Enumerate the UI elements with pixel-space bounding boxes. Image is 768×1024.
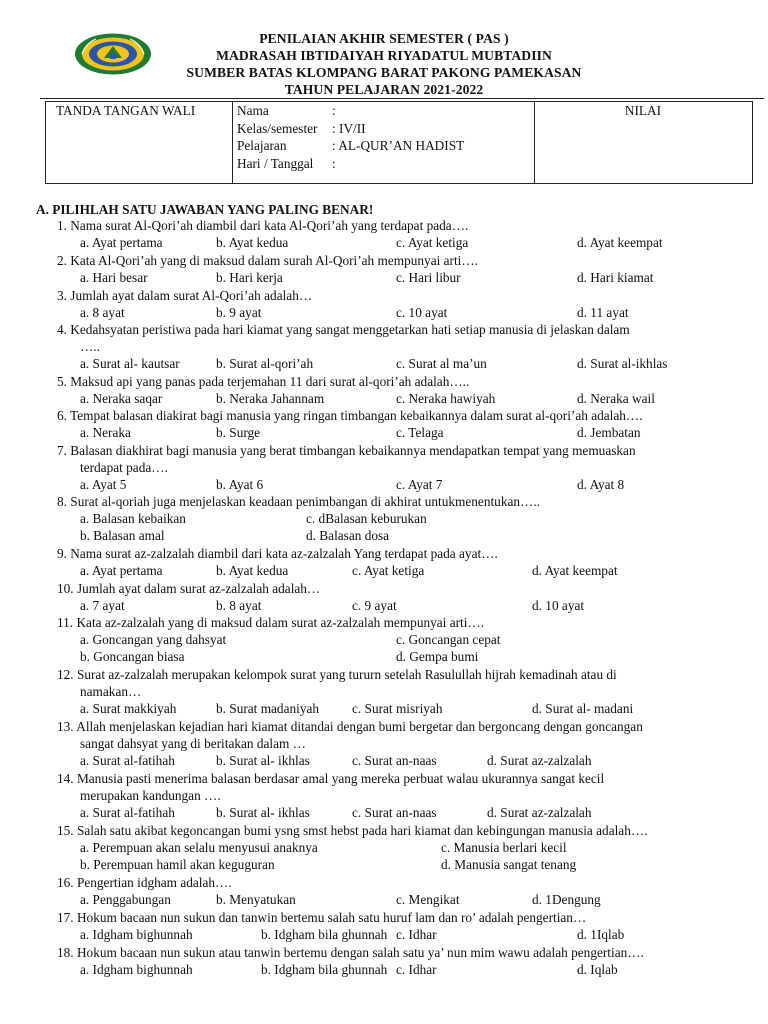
- answer-option: b. Ayat kedua: [216, 235, 289, 250]
- answer-option: a. Hari besar: [80, 270, 148, 285]
- answer-option: a. 7 ayat: [80, 598, 125, 613]
- question-stem: 18. Hokum bacaan nun sukun atau tanwin bertemu dengan salah satu ya’ nun mim wawu adalah pengertian….: [57, 945, 644, 960]
- answer-option: c. Manusia berlari kecil: [441, 840, 567, 855]
- field-label: Nama: [237, 103, 269, 118]
- question-stem: 3. Jumlah ayat dalam surat Al-Qori’ah adalah…: [57, 288, 313, 303]
- answer-option: c. Mengikat: [396, 892, 460, 907]
- answer-option: d. Gempa bumi: [396, 649, 479, 664]
- answer-option: b. Menyatukan: [216, 892, 296, 907]
- answer-option: a. Surat makkiyah: [80, 701, 177, 716]
- question-stem-continued: merupakan kandungan ….: [80, 788, 221, 803]
- answer-option: b. Idgham bila ghunnah: [261, 962, 388, 977]
- question-stem: 4. Kedahsyatan peristiwa pada hari kiamat yang sangat menggetarkan hati setiap manusia di jelaskan dalam: [57, 322, 630, 337]
- answer-option: b. Goncangan biasa: [80, 649, 185, 664]
- answer-option: b. Balasan amal: [80, 528, 165, 543]
- exam-title: PENILAIAN AKHIR SEMESTER ( PAS ): [259, 31, 509, 46]
- field-value: :: [332, 103, 336, 118]
- answer-option: c. Surat an-naas: [352, 753, 437, 768]
- header-divider: [40, 98, 764, 99]
- answer-option: b. Neraka Jahannam: [216, 391, 325, 406]
- answer-option: b. Hari kerja: [216, 270, 283, 285]
- answer-option: a. Ayat pertama: [80, 563, 163, 578]
- answer-option: a. Neraka saqar: [80, 391, 163, 406]
- answer-option: c. Neraka hawiyah: [396, 391, 496, 406]
- question-stem: 8. Surat al-qoriah juga menjelaskan keadaan penimbangan di akhirat untukmenentukan…..: [57, 494, 540, 509]
- answer-option: b. Surat al- ikhlas: [216, 753, 310, 768]
- answer-option: d. Iqlab: [577, 962, 618, 977]
- answer-option: d. 1Dengung: [532, 892, 601, 907]
- section-a-title: A. PILIHLAH SATU JAWABAN YANG PALING BENAR!: [36, 202, 374, 217]
- field-label: Pelajaran: [237, 138, 287, 153]
- question-stem: 15. Salah satu akibat kegoncangan bumi ysng smst hebst pada hari kiamat dan kebingungan manusia adalah….: [57, 823, 648, 838]
- answer-option: c. Ayat ketiga: [352, 563, 425, 578]
- school-name: MADRASAH IBTIDAIYAH RIYADATUL MUBTADIIN: [216, 48, 552, 63]
- answer-option: a. Balasan kebaikan: [80, 511, 186, 526]
- answer-option: c. 9 ayat: [352, 598, 397, 613]
- question-stem: 14. Manusia pasti menerima balasan berdasar amal yang mereka perbuat walau ukurannya sangat kecil: [57, 771, 605, 786]
- field-value: : AL-QUR’AN HADIST: [332, 138, 465, 153]
- signature-label: TANDA TANGAN WALI: [56, 103, 196, 118]
- answer-option: b. Idgham bila ghunnah: [261, 927, 388, 942]
- answer-option: b. Ayat kedua: [216, 563, 289, 578]
- answer-option: d. Surat az-zalzalah: [487, 753, 592, 768]
- answer-option: d. 10 ayat: [532, 598, 585, 613]
- answer-option: b. Ayat 6: [216, 477, 264, 492]
- question-stem: 10. Jumlah ayat dalam surat az-zalzalah adalah…: [57, 581, 321, 596]
- answer-option: a. Idgham bighunnah: [80, 962, 193, 977]
- question-stem-continued: namakan…: [80, 684, 142, 699]
- field-label: Hari / Tanggal: [237, 156, 314, 171]
- answer-option: b. 9 ayat: [216, 305, 262, 320]
- answer-option: a. 8 ayat: [80, 305, 125, 320]
- field-value: : IV/II: [332, 121, 366, 136]
- answer-option: d. Hari kiamat: [577, 270, 654, 285]
- answer-option: c. Idhar: [396, 927, 437, 942]
- answer-option: d. 11 ayat: [577, 305, 629, 320]
- field-label: Kelas/semester: [237, 121, 318, 136]
- question-stem: 13. Allah menjelaskan kejadian hari kiamat ditandai dengan bumi bergetar dan bergoncang dengan goncangan: [57, 719, 643, 734]
- answer-option: a. Idgham bighunnah: [80, 927, 193, 942]
- answer-option: a. Ayat 5: [80, 477, 127, 492]
- answer-option: c. Goncangan cepat: [396, 632, 501, 647]
- answer-option: d. Jembatan: [577, 425, 641, 440]
- field-value: :: [332, 156, 336, 171]
- question-stem-continued: …..: [80, 339, 100, 354]
- question-stem: 16. Pengertian idgham adalah….: [57, 875, 232, 890]
- question-stem: 7. Balasan diakhirat bagi manusia yang berat timbangan kebaikannya mendapatkan tempat yang memuaskan: [57, 443, 636, 458]
- answer-option: b. Surat al-qori’ah: [216, 356, 314, 371]
- answer-option: c. Ayat 7: [396, 477, 443, 492]
- question-stem: 2. Kata Al-Qori’ah yang di maksud dalam surah Al-Qori’ah mempunyai arti….: [57, 253, 478, 268]
- answer-option: a. Perempuan akan selalu menyusui anaknya: [80, 840, 318, 855]
- answer-option: d. Manusia sangat tenang: [441, 857, 577, 872]
- school-address: SUMBER BATAS KLOMPANG BARAT PAKONG PAMEKASAN: [186, 65, 582, 80]
- question-stem: 5. Maksud api yang panas pada terjemahan 11 dari surat al-qori’ah adalah…..: [57, 374, 470, 389]
- academic-year: TAHUN PELAJARAN 2021-2022: [284, 82, 484, 97]
- answer-option: d. 1Iqlab: [577, 927, 625, 942]
- student-identity-table: [45, 101, 753, 184]
- answer-option: d. Surat al-ikhlas: [577, 356, 668, 371]
- answer-option: c. Surat an-naas: [352, 805, 437, 820]
- answer-option: a. Surat al- kautsar: [80, 356, 180, 371]
- answer-option: d. Ayat keempat: [577, 235, 663, 250]
- signature-cell: [46, 102, 233, 183]
- question-stem: 1. Nama surat Al-Qori’ah diambil dari kata Al-Qori’ah yang terdapat pada….: [57, 218, 469, 233]
- question-stem: 12. Surat az-zalzalah merupakan kelompok surat yang tururn setelah Rasulullah hijrah kemadinah atau di: [57, 667, 617, 682]
- question-stem: 6. Tempat balasan diakirat bagi manusia yang ringan timbangan kebaikannya dalam surat al-qori’ah adalah….: [57, 408, 643, 423]
- answer-option: c. Surat misriyah: [352, 701, 443, 716]
- answer-option: a. Surat al-fatihah: [80, 805, 175, 820]
- answer-option: a. Goncangan yang dahsyat: [80, 632, 227, 647]
- answer-option: c. Telaga: [396, 425, 444, 440]
- answer-option: c. dBalasan keburukan: [306, 511, 427, 526]
- answer-option: d. Balasan dosa: [306, 528, 390, 543]
- answer-option: c. Hari libur: [396, 270, 461, 285]
- answer-option: b. Surat al- ikhlas: [216, 805, 310, 820]
- answer-option: d. Ayat keempat: [532, 563, 618, 578]
- answer-option: b. Perempuan hamil akan keguguran: [80, 857, 275, 872]
- answer-option: d. Ayat 8: [577, 477, 625, 492]
- answer-option: d. Neraka wail: [577, 391, 655, 406]
- document-header: [0, 30, 768, 98]
- answer-option: b. 8 ayat: [216, 598, 262, 613]
- answer-option: a. Surat al-fatihah: [80, 753, 175, 768]
- answer-option: a. Ayat pertama: [80, 235, 163, 250]
- answer-option: d. Surat al- madani: [532, 701, 634, 716]
- score-cell: [534, 102, 752, 183]
- answer-option: c. 10 ayat: [396, 305, 448, 320]
- answer-option: c. Surat al ma’un: [396, 356, 487, 371]
- answer-option: a. Neraka: [80, 425, 131, 440]
- answer-option: c. Ayat ketiga: [396, 235, 469, 250]
- question-stem: 9. Nama surat az-zalzalah diambil dari kata az-zalzalah Yang terdapat pada ayat….: [57, 546, 498, 561]
- question-stem: 17. Hokum bacaan nun sukun dan tanwin bertemu salah satu huruf lam dan ro’ adalah pengertian…: [57, 910, 587, 925]
- question-stem-continued: terdapat pada….: [80, 460, 168, 475]
- answer-option: b. Surge: [216, 425, 261, 440]
- question-stem-continued: sangat dahsyat yang di beritakan dalam …: [80, 736, 306, 751]
- answer-option: c. Idhar: [396, 962, 437, 977]
- answer-option: d. Surat az-zalzalah: [487, 805, 592, 820]
- question-stem: 11. Kata az-zalzalah yang di maksud dalam surat az-zalzalah mempunyai arti….: [57, 615, 485, 630]
- answer-option: b. Surat madaniyah: [216, 701, 320, 716]
- score-label: NILAI: [624, 103, 662, 118]
- student-info-cell: [232, 102, 535, 183]
- answer-option: a. Penggabungan: [80, 892, 171, 907]
